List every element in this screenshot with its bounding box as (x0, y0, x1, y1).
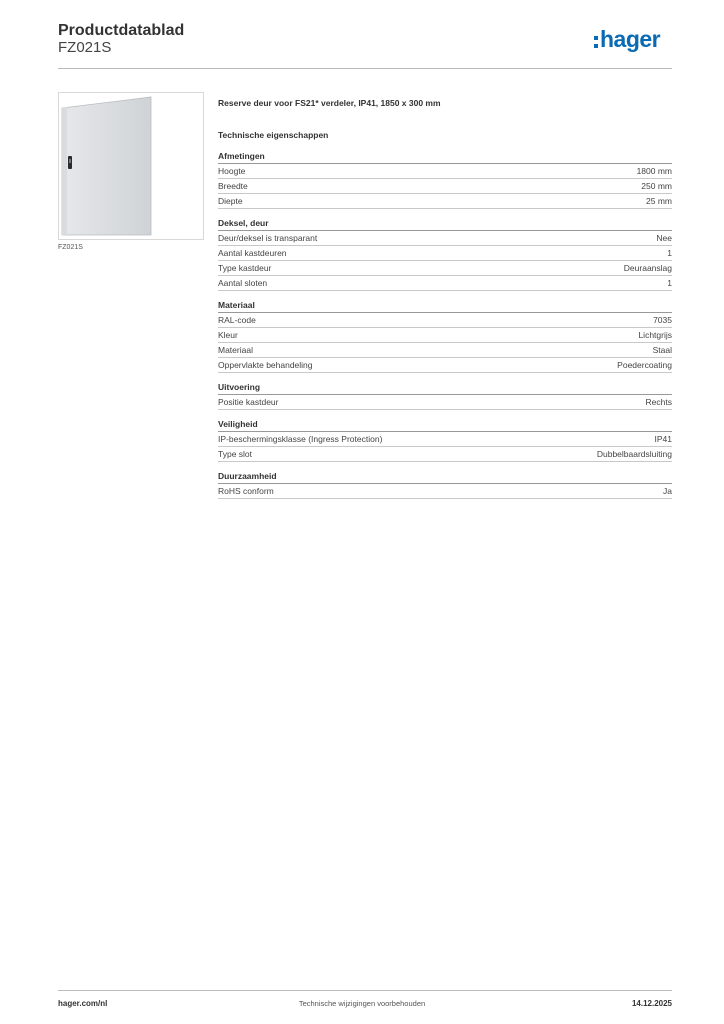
section-deksel-deur (218, 217, 672, 291)
table-row (218, 231, 672, 246)
table-row (218, 358, 672, 373)
product-details (218, 96, 672, 499)
row-value: 25 mm (646, 196, 672, 206)
section-title: Uitvoering (218, 381, 672, 395)
technical-properties-title: Technische eigenschappen (218, 130, 329, 140)
row-value: Lichtgrijs (638, 330, 672, 340)
row-label: Deur/deksel is transparant (218, 233, 318, 243)
footer-divider (58, 990, 672, 991)
product-code: FZ021S (58, 39, 112, 56)
section-title: Deksel, deur (218, 217, 672, 231)
logo-dots-icon (594, 34, 598, 48)
section-title: Afmetingen (218, 150, 672, 164)
section-title: Duurzaamheid (218, 470, 672, 484)
image-caption: FZ021S (58, 244, 83, 251)
row-label: Aantal sloten (218, 278, 268, 288)
table-row (218, 246, 672, 261)
row-value: Dubbelbaardsluiting (596, 449, 672, 459)
table-row (218, 179, 672, 194)
row-label: Type kastdeur (218, 263, 272, 273)
row-label: Breedte (218, 181, 248, 191)
row-label: Hoogte (218, 166, 246, 176)
row-label: Aantal kastdeuren (218, 248, 287, 258)
door-icon (59, 93, 203, 239)
row-value: 1800 mm (636, 166, 672, 176)
logo-text: hager (600, 26, 661, 52)
section-veiligheid (218, 418, 672, 462)
product-image (58, 92, 204, 240)
row-value: 7035 (653, 315, 672, 325)
table-row (218, 484, 672, 499)
row-label: Type slot (218, 449, 253, 459)
row-label: RoHS conform (218, 486, 274, 496)
row-label: Diepte (218, 196, 243, 206)
row-value: IP41 (654, 434, 672, 444)
section-title: Materiaal (218, 299, 672, 313)
section-title: Veiligheid (218, 418, 672, 432)
product-name: Reserve deur voor FS21* verdeler, IP41, 1850 x 300 mm (218, 98, 441, 108)
row-value: 1 (667, 248, 672, 258)
table-row (218, 261, 672, 276)
table-row (218, 447, 672, 462)
row-label: IP-beschermingsklasse (Ingress Protection) (218, 434, 383, 444)
table-row (218, 194, 672, 209)
row-value: Rechts (645, 397, 672, 407)
table-row (218, 432, 672, 447)
table-row (218, 395, 672, 410)
row-label: Materiaal (218, 345, 253, 355)
footer-disclaimer: Technische wijzigingen voorbehouden (298, 999, 426, 1008)
row-label: Positie kastdeur (218, 397, 279, 407)
header-divider (58, 68, 672, 69)
row-value: Nee (656, 233, 672, 243)
section-uitvoering (218, 381, 672, 410)
table-row (218, 276, 672, 291)
row-value: Staal (652, 345, 672, 355)
row-label: Kleur (218, 330, 238, 340)
section-materiaal (218, 299, 672, 373)
section-duurzaamheid (218, 470, 672, 499)
footer-website-link[interactable]: hager.com/nl (58, 999, 108, 1008)
row-value: 250 mm (641, 181, 672, 191)
table-row (218, 343, 672, 358)
row-value: Deuraanslag (623, 263, 672, 273)
hager-logo[interactable] (594, 26, 660, 53)
footer-date: 14.12.2025 (631, 999, 672, 1008)
page-title: Productdatablad (58, 22, 185, 39)
row-value: Ja (663, 486, 672, 496)
table-row (218, 164, 672, 179)
row-label: RAL-code (218, 315, 256, 325)
row-label: Oppervlakte behandeling (218, 360, 313, 370)
table-row (218, 313, 672, 328)
row-value: Poedercoating (617, 360, 672, 370)
table-row (218, 328, 672, 343)
section-afmetingen (218, 150, 672, 209)
row-value: 1 (667, 278, 672, 288)
